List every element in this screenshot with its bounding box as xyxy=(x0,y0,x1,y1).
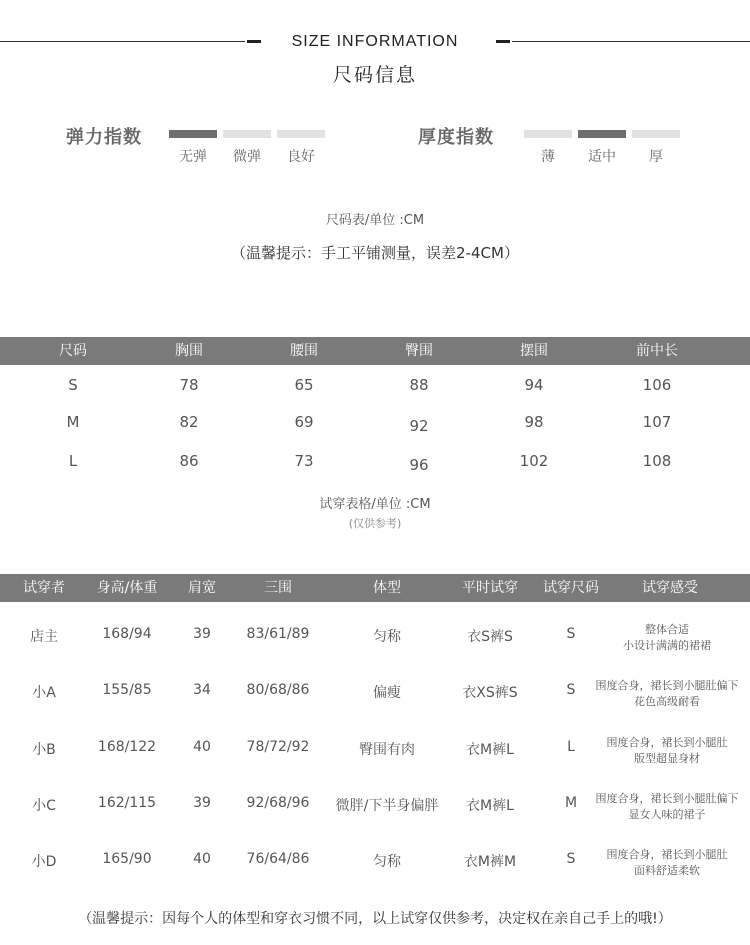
size-table-cell: 88 xyxy=(409,376,429,394)
size-table-column-header: 前中长 xyxy=(636,343,678,359)
size-table-cell: 69 xyxy=(294,413,314,431)
trial-table-cell: 微胖/下半身偏胖 xyxy=(335,798,439,814)
trial-table-cell: 168/94 xyxy=(102,626,152,642)
size-table-cell: 94 xyxy=(524,376,544,394)
trial-table-column-header: 体型 xyxy=(373,580,401,596)
trial-table-cell: 168/122 xyxy=(97,739,157,755)
trial-table-column-header: 试穿尺码 xyxy=(543,580,599,596)
thickness-title: 厚度指数 xyxy=(418,127,494,148)
footer-note: （温馨提示：因每个人的体型和穿衣习惯不同，以上试穿仅供参考，决定权在亲自己手上的哦!） xyxy=(78,911,672,927)
elasticity-bar-2 xyxy=(277,130,325,138)
title-english: SIZE INFORMATION xyxy=(0,33,750,51)
size-table-cell: 96 xyxy=(409,456,429,474)
trial-table-cell: 衣M裤L xyxy=(466,742,514,758)
trial-table-cell: S xyxy=(566,682,576,698)
size-table-column-header: 臀围 xyxy=(405,343,433,359)
trial-table-cell: 衣XS裤S xyxy=(462,685,518,701)
trial-table-column-header: 三围 xyxy=(264,580,292,596)
trial-table-cell: 臀围有肉 xyxy=(359,742,415,758)
size-table-cell: 102 xyxy=(519,452,549,470)
thickness-bar-2 xyxy=(632,130,680,138)
size-table-column-header: 腰围 xyxy=(290,343,318,359)
trial-feel-line: 围度合身，裙长到小腿肚 xyxy=(606,736,728,749)
trial-table-header xyxy=(0,574,750,602)
trial-table-column-header: 试穿者 xyxy=(23,580,65,596)
size-table-header xyxy=(0,337,750,365)
elasticity-option-label: 良好 xyxy=(287,149,315,165)
trial-table-cell: 小A xyxy=(32,685,56,701)
size-table-column-header: 尺码 xyxy=(59,343,87,359)
trial-table-caption: 试穿表格/单位 :CM xyxy=(319,497,431,512)
trial-table-cell: S xyxy=(566,851,576,867)
trial-table-cell: 店主 xyxy=(30,629,58,645)
size-table-caption: 尺码表/单位 :CM xyxy=(325,213,425,228)
trial-table-cell: 83/61/89 xyxy=(246,626,310,642)
trial-table-subcaption: (仅供参考) xyxy=(348,517,402,530)
trial-table-cell: L xyxy=(567,739,575,755)
elasticity-bar-1 xyxy=(223,130,271,138)
trial-feel-line: 版型超显身材 xyxy=(634,752,700,765)
size-table-cell: L xyxy=(68,452,78,470)
trial-feel-line: 花色高级耐看 xyxy=(634,695,700,708)
title-chinese: 尺码信息 xyxy=(332,64,417,86)
trial-table-cell: 34 xyxy=(193,682,211,698)
trial-feel-line: 整体合适 xyxy=(645,623,689,636)
trial-feel-line: 显女人味的裙子 xyxy=(628,808,706,821)
elasticity-title: 弹力指数 xyxy=(66,127,142,148)
size-table-cell: 73 xyxy=(294,452,314,470)
trial-table-cell: 40 xyxy=(193,739,211,755)
trial-feel-line: 围度合身，裙长到小腿肚 xyxy=(606,848,728,861)
trial-table-cell: S xyxy=(566,626,576,642)
trial-table-cell: 39 xyxy=(193,626,211,642)
trial-table-cell: 匀称 xyxy=(373,854,401,870)
size-table-cell: S xyxy=(68,376,78,394)
elasticity-option-label: 无弹 xyxy=(179,149,207,165)
trial-table-cell: 155/85 xyxy=(102,682,152,698)
trial-table-cell: 衣S裤S xyxy=(467,629,513,645)
trial-table-column-header: 身高/体重 xyxy=(96,580,158,596)
thickness-option-label: 薄 xyxy=(541,149,555,165)
trial-table-cell: 78/72/92 xyxy=(246,739,310,755)
trial-table-cell: 小D xyxy=(31,854,57,870)
thickness-option-label: 适中 xyxy=(588,149,616,165)
trial-table-cell: 小C xyxy=(32,798,56,814)
size-table-cell: 108 xyxy=(642,452,672,470)
trial-feel-line: 面料舒适柔软 xyxy=(634,864,700,877)
trial-feel-line: 围度合身，裙长到小腿肚偏下 xyxy=(595,679,739,692)
trial-table-cell: 165/90 xyxy=(102,851,152,867)
size-table-cell: 98 xyxy=(524,413,544,431)
size-table-cell: 82 xyxy=(179,413,199,431)
thickness-bar-0 xyxy=(524,130,572,138)
size-table-cell: 78 xyxy=(179,376,199,394)
trial-table-cell: 小B xyxy=(32,742,56,758)
elasticity-option-label: 微弹 xyxy=(233,149,261,165)
trial-table-column-header: 肩宽 xyxy=(188,580,216,596)
size-table-column-header: 胸围 xyxy=(175,343,203,359)
trial-table-cell: 衣M裤L xyxy=(466,798,514,814)
trial-table-cell: 162/115 xyxy=(97,795,157,811)
trial-table-cell: 40 xyxy=(193,851,211,867)
trial-table-cell: M xyxy=(564,795,578,811)
elasticity-bar-0 xyxy=(169,130,217,138)
trial-table-column-header: 平时试穿 xyxy=(462,580,518,596)
thickness-option-label: 厚 xyxy=(649,149,663,165)
size-table-cell: 86 xyxy=(179,452,199,470)
size-table-column-header: 摆围 xyxy=(520,343,548,359)
trial-table-cell: 匀称 xyxy=(373,629,401,645)
size-table-cell: 106 xyxy=(642,376,672,394)
trial-table-cell: 76/64/86 xyxy=(246,851,310,867)
size-table-cell: 65 xyxy=(294,376,314,394)
size-table-cell: M xyxy=(66,413,80,431)
trial-table-cell: 80/68/86 xyxy=(246,682,310,698)
size-table-note: （温馨提示：手工平铺测量，误差2-4CM） xyxy=(231,244,519,262)
thickness-bar-1 xyxy=(578,130,626,138)
trial-table-column-header: 试穿感受 xyxy=(642,580,698,596)
trial-feel-line: 围度合身，裙长到小腿肚偏下 xyxy=(595,792,739,805)
trial-table-cell: 39 xyxy=(193,795,211,811)
size-table-cell: 107 xyxy=(642,413,672,431)
trial-table-cell: 偏瘦 xyxy=(373,685,401,701)
size-table-cell: 92 xyxy=(409,417,429,435)
trial-feel-line: 小设计满满的裙裙 xyxy=(623,639,711,652)
trial-table-cell: 92/68/96 xyxy=(246,795,310,811)
trial-table-cell: 衣M裤M xyxy=(463,854,517,870)
